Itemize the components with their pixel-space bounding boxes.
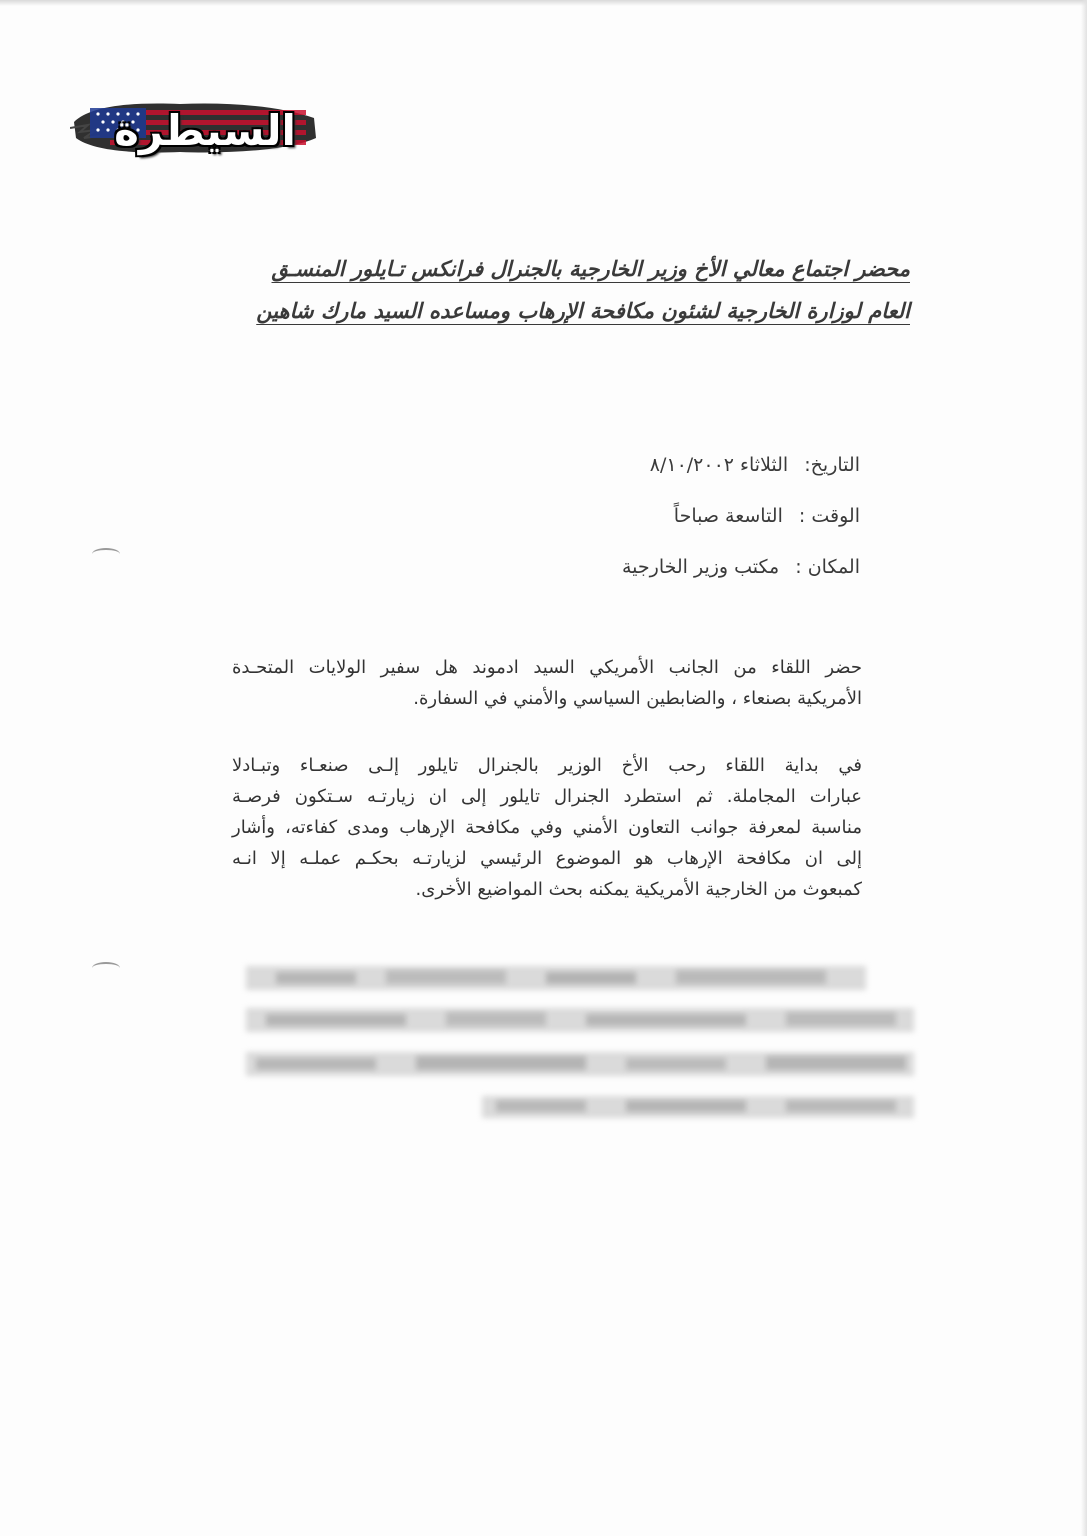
scan-edge-top <box>0 0 1087 6</box>
pixelated-redaction <box>246 958 918 1126</box>
date-label: التاريخ: <box>804 454 860 476</box>
paragraph-line: مناسبة لمعرفة جوانب التعاون الأمني وفي مكافحة الإرهاب ومدى كفاءته، وأشار <box>232 817 862 838</box>
document-title <box>220 248 910 332</box>
date-row <box>460 448 860 499</box>
paragraph-line: عبارات المجاملة. ثم استطرد الجنرال تايلور إلى ان زيارتـه سـتكون فرصـة <box>232 786 862 807</box>
title-line-1: محضر اجتماع معالي الأخ وزير الخارجية بالجنرال فرانكس تـايلور المنسـق <box>271 257 910 281</box>
paragraph-line: الأمريكية بصنعاء ، والضابطين السياسي والأمني في السفارة. <box>413 688 862 709</box>
meeting-summary-paragraph <box>232 750 862 905</box>
scan-edge-right <box>1081 0 1087 1536</box>
time-label: الوقت : <box>798 505 860 527</box>
place-row <box>460 550 860 601</box>
attendees-paragraph <box>232 652 862 714</box>
place-label: المكان : <box>795 556 860 578</box>
paragraph-line: في بداية اللقاء رحب الأخ الوزير بالجنرال تايلور إلـى صنعـاء وتبـادلا <box>232 755 862 776</box>
margin-mark <box>92 548 120 560</box>
paragraph-line: كمبعوث من الخارجية الأمريكية يمكنه بحث المواضيع الأخرى. <box>415 879 862 900</box>
meeting-details <box>460 448 860 601</box>
time-row <box>460 499 860 550</box>
logo-wordmark: السيطرة <box>114 105 296 155</box>
paragraph-line: إلى ان مكافحة الإرهاب هو الموضوع الرئيسي لزيارتـه بحكـم عملـه إلا انـه <box>232 848 862 869</box>
redacted-text-block <box>246 958 918 1126</box>
place-value: مكتب وزير الخارجية <box>621 556 780 578</box>
date-value: الثلاثاء ٨/١٠/٢٠٠٢ <box>649 454 789 476</box>
title-line-2: العام لوزارة الخارجية لشئون مكافحة الإرهاب ومساعده السيد مارك شاهين <box>256 299 910 323</box>
paragraph-line: حضر اللقاء من الجانب الأمريكي السيد ادموند هل سفير الولايات المتحـدة <box>232 657 862 678</box>
time-value: التاسعة صباحاً <box>673 505 783 527</box>
margin-mark <box>92 962 120 974</box>
